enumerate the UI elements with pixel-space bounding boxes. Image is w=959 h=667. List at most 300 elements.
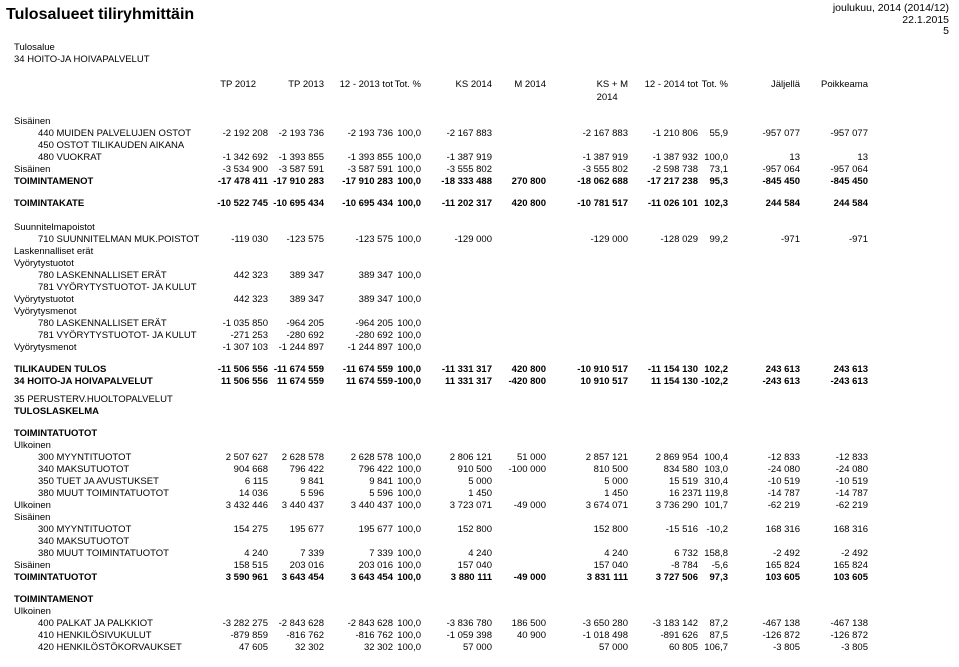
row-value: 810 500 xyxy=(593,464,628,475)
row-label: Suunnitelmapoistot xyxy=(14,222,95,233)
table-row xyxy=(0,428,959,440)
row-value: -1 210 806 xyxy=(652,128,698,139)
row-value: 389 347 xyxy=(358,294,393,305)
row-value: 203 016 xyxy=(358,560,393,571)
row-value: 1 450 xyxy=(468,488,492,499)
row-value: 11 674 559 xyxy=(276,376,324,387)
row-value: 100,0 xyxy=(397,152,421,163)
table-row xyxy=(0,548,959,560)
row-label: Vyörytystuotot xyxy=(14,258,74,269)
row-value: -3 555 802 xyxy=(582,164,628,175)
row-value: 9 841 xyxy=(300,476,324,487)
row-value: -2 192 208 xyxy=(222,128,268,139)
table-row xyxy=(0,152,959,164)
row-value: 100,0 xyxy=(397,524,421,535)
table-row xyxy=(0,524,959,536)
row-value: -971 xyxy=(780,234,800,245)
report-header-info xyxy=(833,3,949,38)
row-value: -1 059 398 xyxy=(446,630,492,641)
table-row xyxy=(0,560,959,572)
column-header-label: KS 2014 xyxy=(455,79,492,90)
row-value: 3 674 071 xyxy=(585,500,628,511)
report-title: Tulosalueet tiliryhmittäin xyxy=(6,6,195,23)
table-row xyxy=(0,440,959,452)
table-row xyxy=(0,306,959,318)
column-header xyxy=(395,79,421,92)
row-value: -957 077 xyxy=(830,128,868,139)
row-value: 3 590 961 xyxy=(225,572,268,583)
row-value: 100,0 xyxy=(397,500,421,511)
table-row xyxy=(0,222,959,234)
row-label: 350 TUET JA AVUSTUKSET xyxy=(38,476,159,487)
row-value: 103 605 xyxy=(833,572,868,583)
table-row xyxy=(0,270,959,282)
row-value: -49 000 xyxy=(513,572,546,583)
row-value: 7 339 xyxy=(369,548,393,559)
row-value: 3 736 290 xyxy=(655,500,698,511)
row-label: 781 VYÖRYTYSTUOTOT- JA KULUT xyxy=(38,282,197,293)
column-header-label: KS + M xyxy=(596,79,628,90)
row-value: 165 824 xyxy=(833,560,868,571)
row-value: -18 062 688 xyxy=(577,176,628,187)
row-value: -119 030 xyxy=(231,234,268,245)
row-value: 13 xyxy=(857,152,868,163)
row-value: -3 805 xyxy=(773,642,800,653)
row-value: 100,0 xyxy=(397,476,421,487)
report-period: joulukuu, 2014 (2014/12) xyxy=(832,2,949,14)
row-value: -467 138 xyxy=(762,618,800,629)
row-value: -49 000 xyxy=(513,500,546,511)
row-value: 6 732 xyxy=(674,548,698,559)
column-header xyxy=(220,79,256,92)
table-row xyxy=(0,630,959,642)
row-value: -10 695 434 xyxy=(342,198,393,209)
row-value: -14 787 xyxy=(767,488,800,499)
row-value: -102,2 xyxy=(701,376,728,387)
row-label: Vyörytystuotot xyxy=(14,294,74,305)
row-value: 100,0 xyxy=(397,294,421,305)
row-value: 99,2 xyxy=(709,234,728,245)
row-value: -3 282 275 xyxy=(222,618,268,629)
row-value: 910 500 xyxy=(457,464,492,475)
row-value: -957 077 xyxy=(762,128,800,139)
row-value: -100 000 xyxy=(508,464,546,475)
row-value: -467 138 xyxy=(830,618,868,629)
table-row xyxy=(0,500,959,512)
row-value: 100,0 xyxy=(397,176,421,187)
row-value: -2 167 883 xyxy=(446,128,492,139)
row-value: 5 000 xyxy=(604,476,628,487)
row-value: 442 323 xyxy=(233,270,268,281)
row-value: -3 836 780 xyxy=(446,618,492,629)
row-value: 97,3 xyxy=(709,572,728,583)
row-value: -957 064 xyxy=(762,164,800,175)
row-value: -271 253 xyxy=(230,330,268,341)
row-value: 195 677 xyxy=(358,524,393,535)
row-value: 103,0 xyxy=(704,464,728,475)
table-row xyxy=(0,606,959,618)
row-value: -2 167 883 xyxy=(582,128,628,139)
row-value: -123 575 xyxy=(286,234,324,245)
table-row xyxy=(0,246,959,258)
row-label: 780 LASKENNALLISET ERÄT xyxy=(38,318,167,329)
row-label: Sisäinen xyxy=(14,512,51,523)
row-value: -11 331 317 xyxy=(441,364,492,375)
row-value: -1 244 897 xyxy=(278,342,324,353)
row-value: -2 492 xyxy=(773,548,800,559)
row-label: TOIMINTAKATE xyxy=(14,198,85,209)
row-value: 10 910 517 xyxy=(580,376,628,387)
row-value: 3 831 111 xyxy=(586,572,628,583)
row-value: 4 240 xyxy=(244,548,268,559)
row-value: -3 587 591 xyxy=(347,164,393,175)
row-value: -1 244 897 xyxy=(347,342,393,353)
row-label: 380 MUUT TOIMINTATUOTOT xyxy=(38,548,169,559)
row-value: -12 833 xyxy=(767,452,800,463)
row-label: 400 PALKAT JA PALKKIOT xyxy=(38,618,153,629)
row-value: -126 872 xyxy=(762,630,800,641)
table-row xyxy=(0,258,959,270)
table-row xyxy=(0,376,959,388)
row-label: Ulkoinen xyxy=(14,440,51,451)
row-value: -18 333 488 xyxy=(441,176,492,187)
row-value: -129 000 xyxy=(590,234,628,245)
row-value: 2 628 578 xyxy=(350,452,393,463)
row-label: Vyörytysmenot xyxy=(14,342,77,353)
row-value: -845 450 xyxy=(830,176,868,187)
row-value: 100,0 xyxy=(397,128,421,139)
row-value: -11 506 556 xyxy=(217,364,268,375)
row-value: -891 626 xyxy=(660,630,698,641)
table-row xyxy=(0,140,959,152)
row-value: 203 016 xyxy=(289,560,324,571)
row-value: 158,8 xyxy=(704,548,728,559)
row-value: 100,0 xyxy=(397,164,421,175)
row-value: -1 387 919 xyxy=(582,152,628,163)
row-value: -14 787 xyxy=(835,488,868,499)
row-value: 904 668 xyxy=(233,464,268,475)
row-value: 154 275 xyxy=(233,524,268,535)
row-value: -816 762 xyxy=(355,630,393,641)
table-row xyxy=(0,364,959,376)
row-label: TOIMINTATUOTOT xyxy=(14,572,98,583)
row-value: 5 596 xyxy=(369,488,393,499)
table-row xyxy=(0,342,959,354)
row-label: 34 HOITO-JA HOIVAPALVELUT xyxy=(14,376,153,387)
row-label: TOIMINTATUOTOT xyxy=(14,428,98,439)
row-value: 100,0 xyxy=(397,618,421,629)
column-header-label: Tot. % xyxy=(394,79,421,90)
row-value: -11 026 101 xyxy=(647,198,698,209)
row-value: 165 824 xyxy=(765,560,800,571)
row-value: 55,9 xyxy=(709,128,728,139)
row-value: 2 806 121 xyxy=(449,452,492,463)
table-row xyxy=(0,536,959,548)
row-label: 440 MUIDEN PALVELUJEN OSTOT xyxy=(38,128,192,139)
row-value: 60 805 xyxy=(668,642,698,653)
row-value: -17 910 283 xyxy=(342,176,393,187)
column-header-label: 12 - 2013 tot xyxy=(339,79,393,90)
row-value: 100,0 xyxy=(397,318,421,329)
row-value: 3 880 111 xyxy=(450,572,492,583)
meta-unit: 34 HOITO-JA HOIVAPALVELUT xyxy=(14,54,150,65)
row-label: 710 SUUNNITELMAN MUK.POISTOT xyxy=(38,234,200,245)
row-value: -129 000 xyxy=(454,234,492,245)
row-value: -100,0 xyxy=(394,376,421,387)
row-value: 100,0 xyxy=(397,330,421,341)
row-value: -62 219 xyxy=(835,500,868,511)
row-value: 2 628 578 xyxy=(281,452,324,463)
table-row xyxy=(0,294,959,306)
row-value: -1 387 919 xyxy=(446,152,492,163)
column-header xyxy=(702,79,728,92)
row-value: 3 727 506 xyxy=(655,572,698,583)
row-value: -3 534 900 xyxy=(222,164,268,175)
row-value: -964 205 xyxy=(355,318,393,329)
row-label: Sisäinen xyxy=(14,164,51,175)
column-header-label-2: 2014 xyxy=(596,91,618,103)
row-label: TULOSLASKELMA xyxy=(14,406,99,417)
row-value: 40 900 xyxy=(516,630,546,641)
row-value: 389 347 xyxy=(358,270,393,281)
row-value: 310,4 xyxy=(704,476,728,487)
row-value: 168 316 xyxy=(765,524,800,535)
row-value: -957 064 xyxy=(830,164,868,175)
row-label: Laskennalliset erät xyxy=(14,246,94,257)
table-row xyxy=(0,394,959,406)
row-value: -3 555 802 xyxy=(446,164,492,175)
row-value: 16 237 xyxy=(668,488,698,499)
row-value: 1 450 xyxy=(604,488,628,499)
row-value: 100,4 xyxy=(704,452,728,463)
column-header xyxy=(288,79,324,92)
row-value: -845 450 xyxy=(762,176,800,187)
row-value: 3 440 437 xyxy=(281,500,324,511)
report-date: 22.1.2015 xyxy=(902,13,949,26)
row-value: -964 205 xyxy=(286,318,324,329)
column-header xyxy=(514,79,546,92)
row-value: -15 516 xyxy=(665,524,698,535)
table-row xyxy=(0,116,959,128)
row-value: 11 331 317 xyxy=(444,376,492,387)
table-row xyxy=(0,594,959,606)
row-value: -5,6 xyxy=(711,560,728,571)
row-value: 100,0 xyxy=(397,452,421,463)
table-row xyxy=(0,198,959,210)
column-header-label: 12 - 2014 tot xyxy=(644,79,698,90)
row-label: 450 OSTOT TILIKAUDEN AIKANA xyxy=(38,140,185,151)
table-row xyxy=(0,488,959,500)
row-value: 57 000 xyxy=(462,642,492,653)
row-value: 270 800 xyxy=(511,176,546,187)
row-value: 7 339 xyxy=(300,548,324,559)
row-value: -3 650 280 xyxy=(582,618,628,629)
row-value: -11 674 559 xyxy=(342,364,393,375)
row-value: -10 519 xyxy=(835,476,868,487)
row-value: 100,0 xyxy=(397,572,421,583)
row-value: 87,2 xyxy=(709,618,728,629)
row-value: 243 613 xyxy=(765,364,800,375)
row-value: -126 872 xyxy=(830,630,868,641)
row-value: 5 000 xyxy=(468,476,492,487)
row-value: -3 805 xyxy=(841,642,868,653)
row-value: 100,0 xyxy=(397,488,421,499)
row-label: 340 MAKSUTUOTOT xyxy=(38,464,130,475)
table-row xyxy=(0,282,959,294)
row-value: -10 695 434 xyxy=(273,198,324,209)
row-value: -971 xyxy=(848,234,868,245)
row-value: -2 193 736 xyxy=(278,128,324,139)
row-label: Vyörytysmenot xyxy=(14,306,77,317)
column-header-label: Jäljellä xyxy=(770,79,800,90)
row-value: -62 219 xyxy=(767,500,800,511)
row-value: 4 240 xyxy=(468,548,492,559)
row-value: 100,0 xyxy=(397,342,421,353)
row-value: 796 422 xyxy=(289,464,324,475)
row-value: -3 183 142 xyxy=(652,618,698,629)
row-value: -1 393 855 xyxy=(278,152,324,163)
row-value: -1 387 932 xyxy=(652,152,698,163)
row-value: 389 347 xyxy=(289,270,324,281)
row-label: Ulkoinen xyxy=(14,500,51,511)
row-value: 152 800 xyxy=(593,524,628,535)
row-value: -24 080 xyxy=(835,464,868,475)
row-value: 834 580 xyxy=(663,464,698,475)
row-value: 9 841 xyxy=(369,476,393,487)
table-row xyxy=(0,618,959,630)
row-label: Sisäinen xyxy=(14,560,51,571)
row-value: 102,3 xyxy=(704,198,728,209)
row-value: -1 018 498 xyxy=(582,630,628,641)
row-value: 100,0 xyxy=(397,630,421,641)
row-value: 32 302 xyxy=(363,642,393,653)
row-value: -879 859 xyxy=(230,630,268,641)
row-value: -280 692 xyxy=(286,330,324,341)
row-value: 3 440 437 xyxy=(350,500,393,511)
row-value: -10 522 745 xyxy=(217,198,268,209)
row-value: 195 677 xyxy=(289,524,324,535)
row-value: 158 515 xyxy=(233,560,268,571)
row-value: 420 800 xyxy=(511,198,546,209)
row-label: Sisäinen xyxy=(14,116,51,127)
row-value: -11 674 559 xyxy=(273,364,324,375)
row-value: -243 613 xyxy=(762,376,800,387)
row-value: 100,0 xyxy=(397,234,421,245)
row-value: 100,0 xyxy=(397,548,421,559)
row-value: -10 781 517 xyxy=(577,198,628,209)
row-label: 781 VYÖRYTYSTUOTOT- JA KULUT xyxy=(38,330,197,341)
row-value: -1 307 103 xyxy=(222,342,268,353)
row-label: 380 MUUT TOIMINTATUOTOT xyxy=(38,488,169,499)
row-value: -24 080 xyxy=(767,464,800,475)
row-value: 796 422 xyxy=(358,464,393,475)
table-row xyxy=(0,318,959,330)
row-value: 244 584 xyxy=(833,198,868,209)
row-value: 244 584 xyxy=(765,198,800,209)
table-row xyxy=(0,176,959,188)
row-value: 47 605 xyxy=(238,642,268,653)
table-row xyxy=(0,234,959,246)
row-value: -280 692 xyxy=(355,330,393,341)
table-row xyxy=(0,128,959,140)
row-value: 3 432 446 xyxy=(225,500,268,511)
row-value: -8 784 xyxy=(671,560,698,571)
row-value: 106,7 xyxy=(704,642,728,653)
row-value: 100,0 xyxy=(704,152,728,163)
row-value: 442 323 xyxy=(233,294,268,305)
row-value: 100,0 xyxy=(397,464,421,475)
row-value: -10 519 xyxy=(767,476,800,487)
column-header-label: Poikkeama xyxy=(821,79,868,90)
column-header xyxy=(340,79,393,92)
row-label: 480 VUOKRAT xyxy=(38,152,102,163)
row-label: 420 HENKILÖSTÖKORVAUKSET xyxy=(38,642,182,653)
row-value: -11 202 317 xyxy=(441,198,492,209)
column-header-label: Tot. % xyxy=(701,79,728,90)
column-header-label: M 2014 xyxy=(514,79,546,90)
row-value: -17 217 238 xyxy=(647,176,698,187)
row-value: -243 613 xyxy=(830,376,868,387)
table-row xyxy=(0,572,959,584)
row-value: 95,3 xyxy=(709,176,728,187)
row-value: -2 492 xyxy=(841,548,868,559)
row-label: TOIMINTAMENOT xyxy=(14,594,94,605)
column-header xyxy=(456,79,492,92)
row-value: 2 507 627 xyxy=(225,452,268,463)
row-value: -17 910 283 xyxy=(273,176,324,187)
row-value: -2 598 738 xyxy=(652,164,698,175)
row-value: -12 833 xyxy=(835,452,868,463)
row-value: 57 000 xyxy=(598,642,628,653)
row-value: -420 800 xyxy=(508,376,546,387)
row-value: 14 036 xyxy=(238,488,268,499)
meta-label: Tulosalue xyxy=(14,42,55,53)
column-header xyxy=(821,79,868,92)
row-value: 6 115 xyxy=(244,476,268,487)
row-value: -11 154 130 xyxy=(647,364,698,375)
row-value: 32 302 xyxy=(294,642,324,653)
row-value: 168 316 xyxy=(833,524,868,535)
page-number: 5 xyxy=(943,25,949,37)
row-value: 3 643 454 xyxy=(281,572,324,583)
row-value: 2 869 954 xyxy=(655,452,698,463)
row-label: 35 PERUSTERV.HUOLTOPALVELUT xyxy=(14,394,173,405)
row-value: -3 587 591 xyxy=(278,164,324,175)
row-value: 100,0 xyxy=(397,642,421,653)
row-value: -816 762 xyxy=(286,630,324,641)
row-value: 15 519 xyxy=(668,476,698,487)
row-value: 1 119,8 xyxy=(697,488,728,499)
row-value: 100,0 xyxy=(397,560,421,571)
row-label: 410 HENKILÖSIVUKULUT xyxy=(38,630,152,641)
row-label: 340 MAKSUTUOTOT xyxy=(38,536,130,547)
row-value: 157 040 xyxy=(593,560,628,571)
row-value: -2 843 628 xyxy=(278,618,324,629)
column-header xyxy=(771,79,800,92)
row-value: 101,7 xyxy=(704,500,728,511)
row-value: 87,5 xyxy=(709,630,728,641)
row-value: 243 613 xyxy=(833,364,868,375)
row-label: TOIMINTAMENOT xyxy=(14,176,94,187)
row-value: 186 500 xyxy=(511,618,546,629)
row-value: -128 029 xyxy=(660,234,698,245)
row-label: 300 MYYNTITUOTOT xyxy=(38,452,132,463)
row-label: 300 MYYNTITUOTOT xyxy=(38,524,132,535)
row-value: 13 xyxy=(789,152,800,163)
row-value: 11 674 559 xyxy=(345,376,393,387)
row-value: 3 643 454 xyxy=(350,572,393,583)
row-value: -2 843 628 xyxy=(347,618,393,629)
